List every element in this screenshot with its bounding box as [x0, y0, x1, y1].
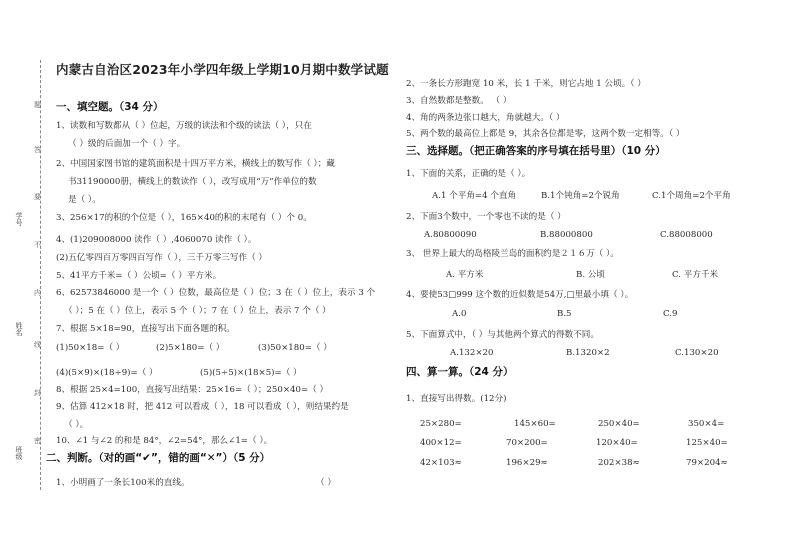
- question-text: 5、下面算式中，（ ）与其他两个算式的得数不同。: [406, 330, 599, 340]
- question-text: 4、角的两条边张口越大，角就越大。（ ）: [406, 113, 565, 123]
- q7-item: (1)50×18=（ ）: [56, 343, 125, 353]
- answer-blank: （ ）: [316, 478, 336, 488]
- choice-option: B.1320×2: [566, 348, 610, 358]
- question-text: 3、自然数都是整数。 （ ）: [406, 96, 512, 106]
- question-text: 是（ ）。: [68, 195, 101, 205]
- question-text: 5、41平方千米=（ ）公顷=（ ）平方米。: [56, 271, 222, 281]
- question-text: 8、根据 25×4=100，直接写出结果：25×16=（ ）；250×40=（ ）: [56, 385, 329, 395]
- calc-item: 42×103≈: [420, 458, 462, 468]
- calc-item: 145×60=: [514, 419, 556, 429]
- question-text: 9、估算 412×18 时，把 412 可以看成（ ），18 可以看成（ ），则结果约是: [56, 402, 349, 412]
- page-title: 内蒙古自治区2023年小学四年级上学期10月期中数学试题: [56, 62, 389, 77]
- calc-item: 196×29≈: [506, 458, 548, 468]
- choice-option: A.0: [452, 309, 467, 319]
- question-text: 4、要使53□999 这个数的近似数是54万,□里最小填（ ）。: [406, 290, 634, 300]
- question-text: 4、(1)209008000 读作（ ）,4060070 读作（ ）。: [56, 235, 257, 245]
- question-text: 2、下面3个数中，一个零也不读的是（ ）: [406, 212, 566, 222]
- question-text: 1、下面的关系，正确的是（ ）。: [406, 169, 531, 179]
- binding-mark: 题: [34, 101, 41, 109]
- binding-mark: 不: [34, 241, 41, 249]
- question-text: 5、两个数的最高位上都是 9，其余各位都是零，这两个数一定相等。（ ）: [406, 129, 685, 139]
- calc-item: 70×200=: [506, 438, 548, 448]
- question-text: （ ）；5 在（ ）位上，表示 5 个（ ）；7 在（ ）位上，表示 7 个（ ）: [64, 306, 331, 316]
- choice-option: A.132×20: [450, 348, 494, 358]
- question-text: 1、小明画了一条长100米的直线。: [56, 478, 190, 488]
- question-text: （ ）级的后面加一个（ ）字。: [68, 139, 186, 149]
- question-text: 2、一条长方形跑宽 10 米，长 1 千米，则它占地 1 公顷。（ ）: [406, 79, 646, 89]
- section-fill-blank: 一、填空题。（34 分）: [56, 101, 164, 113]
- choice-option: C.1个周角=2个平角: [652, 191, 731, 201]
- calc-item: 125×40=: [686, 438, 728, 448]
- question-text: 1、读数和写数都从（ ）位起，万级的读法和个级的读法（ ），只在: [56, 121, 312, 131]
- class-label: 班级: [15, 446, 23, 460]
- section-calculation: 四、算一算。（24 分）: [406, 366, 514, 378]
- question-text: 7、根据 5×18=90，直接写出下面各题的积。: [56, 324, 235, 334]
- calc-item: 79×204≈: [686, 458, 728, 468]
- subsection-title: 1、直接写出得数。(12分): [406, 394, 507, 404]
- calc-item: 350×4=: [688, 419, 725, 429]
- calc-item: 400×12=: [420, 438, 462, 448]
- question-text: 10、∠1 与∠2 的和是 84°，∠2=54°，那么∠1=（ ）。: [56, 436, 273, 446]
- choice-option: C.130×20: [675, 348, 719, 358]
- choice-option: A.80800090: [424, 230, 477, 240]
- choice-option: B.88000800: [540, 230, 593, 240]
- binding-mark: 内: [34, 289, 41, 297]
- choice-option: A.1 个平角=4 个直角: [432, 191, 517, 201]
- q7-item: (2)5×180=（ ）: [156, 343, 225, 353]
- choice-option: A. 平方米: [446, 270, 484, 280]
- choice-option: C.9: [663, 309, 678, 319]
- question-text: 书31190000册，横线上的数读作（ ），改写成用“万”作单位的数: [68, 177, 317, 187]
- q7-item: (5)(5÷5)×(18×5)=（ ）: [200, 368, 302, 378]
- student-id-label: 学号: [15, 212, 23, 226]
- section-true-false: 二、判断。（对的画“✔”，错的画“✕”）（5 分）: [46, 452, 271, 464]
- binding-mark: 答: [34, 146, 41, 154]
- choice-option: B.5: [557, 309, 572, 319]
- question-text: 2、中国国家图书馆的建筑面积是十四万平方米，横线上的数写作（ ）；藏: [56, 159, 335, 169]
- binding-mark: 线: [34, 341, 41, 349]
- calc-item: 202×38≈: [598, 458, 640, 468]
- section-multiple-choice: 三、选择题。（把正确答案的序号填在括号里）（10 分）: [406, 145, 666, 157]
- calc-item: 25×280=: [420, 419, 462, 429]
- q7-item: (4)(5×9)×(18÷9)=（ ）: [56, 368, 158, 378]
- binding-line: [40, 60, 41, 490]
- binding-mark: 要: [34, 193, 41, 201]
- choice-option: C.88008000: [660, 230, 713, 240]
- calc-item: 120×40=: [596, 438, 638, 448]
- choice-option: C. 平方千米: [672, 270, 719, 280]
- question-text: 3、 世界上最大的岛格陵兰岛的面积约是２１６万（ ）。: [406, 249, 619, 259]
- choice-option: B. 公顷: [576, 270, 605, 280]
- question-text: (2)五亿零四百万零四百写作（ ），三千万零三写作（ ）: [56, 253, 267, 263]
- question-text: 3、256×17的积的个位是（ ），165×40的积的末尾有（ ）个 0。: [56, 213, 312, 223]
- student-name-label: 姓名: [15, 322, 23, 336]
- calc-item: 250×40=: [598, 419, 640, 429]
- binding-mark: 密: [34, 437, 41, 445]
- question-text: （ ）。: [64, 420, 89, 430]
- q7-item: (3)50×180=（ ）: [258, 343, 332, 353]
- binding-mark: 封: [34, 389, 41, 397]
- choice-option: B.1个钝角=2个锐角: [541, 191, 620, 201]
- question-text: 6、62573846000 是一个（ ）位数，最高位是（ ）位；3 在（ ）位上，表示 3 个: [56, 288, 376, 298]
